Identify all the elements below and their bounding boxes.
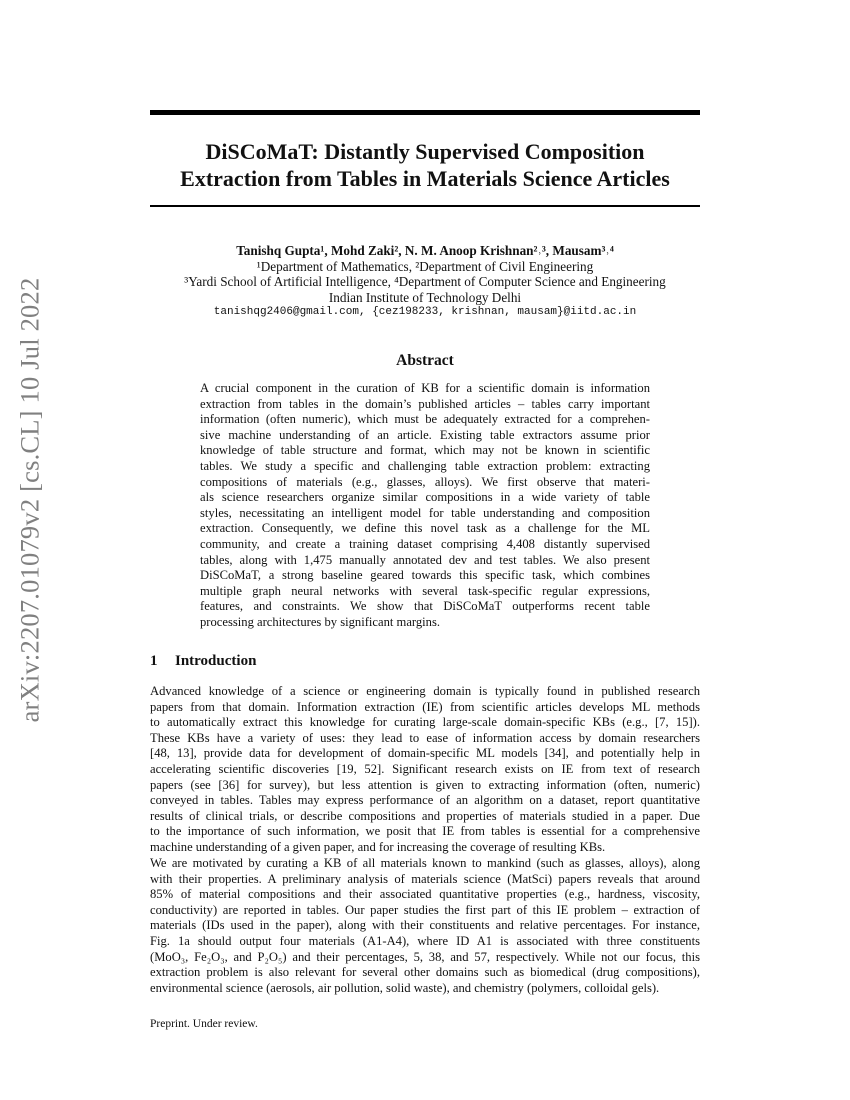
text-line: conductivity) are reported in tables. Our paper studies the first part of this IE problem – extraction of <box>150 902 700 917</box>
text-line: papers from that domain. Information extraction (IE) from scientific articles develops ML methods <box>150 699 700 714</box>
author-emails: tanishqg2406@gmail.com, {cez198233, krishnan, mausam}@iitd.ac.in <box>213 306 637 319</box>
text-line: accelerating scientific discoveries [19, 52]. Significant research exists on IE from text of research <box>150 761 700 776</box>
footer-note: Preprint. Under review. <box>150 1018 258 1030</box>
title-rule-top <box>150 110 700 115</box>
abstract-heading: Abstract <box>396 352 454 369</box>
text-line: sive machine understanding of an article. Existing table extractors assume prior <box>200 427 650 442</box>
text-line: tables, along with 1,475 manually annotated dev and test tables. We also present <box>200 552 650 567</box>
text-line: to automatically extract this knowledge for curating large-scale domain-specific KBs (e.g., [7, 15]). <box>150 715 700 730</box>
text-line: DiSCoMaT, a strong baseline geared towards this specific task, which combines <box>200 568 650 583</box>
text-line: 85% of material compositions and their associated quantitative properties (e.g., hardness, viscosity, <box>150 887 700 902</box>
text-line: tables. We study a specific and challenging table extraction problem: extracting <box>200 458 650 473</box>
text-line: knowledge of table structure and format, which may not be known in scientific <box>200 443 650 458</box>
introduction-paragraph-1 <box>150 684 700 856</box>
text-line: materials (IDs used in the paper), along with their constituents and relative percentages. For instance, <box>150 918 700 933</box>
text-line: with their properties. A preliminary analysis of materials science (MatSci) papers reveals that around <box>150 871 700 886</box>
text-line: We are motivated by curating a KB of all materials known to mankind (such as glasses, alloys), along <box>150 856 700 870</box>
introduction-paragraph-2 <box>150 856 700 996</box>
affiliation-line-1: ¹Department of Mathematics, ²Department of Civil Engineering <box>256 258 594 274</box>
affiliation-line-3: Indian Institute of Technology Delhi <box>328 289 522 305</box>
text-line: papers (see [36] for survey), but less attention is given to extracting information (often, numeric) <box>150 777 700 792</box>
author-block <box>150 243 700 321</box>
text-line: extraction. Consequently, we define this novel task as a challenge for the ML <box>200 521 650 536</box>
author-names: Tanishq Gupta¹, Mohd Zaki², N. M. Anoop Krishnan²˒³, Mausam³˒⁴ <box>236 243 614 258</box>
text-line: A crucial component in the curation of KB for a scientific domain is information <box>200 381 650 395</box>
text-line: features, and constraints. We show that DiSCoMaT outperforms recent table <box>200 599 650 614</box>
text-line: als science researchers organize similar compositions in a wide variety of table <box>200 490 650 505</box>
arxiv-sidebar <box>10 277 50 723</box>
text-line: machine understanding of a given paper, and for increasing the coverage of resulting KBs. <box>150 839 606 854</box>
section-title: Introduction <box>175 653 257 669</box>
text-line: styles, necessitating an intelligent model for table understanding and composition <box>200 505 650 520</box>
paper-title <box>150 138 700 192</box>
affiliation-line-2: ³Yardi School of Artificial Intelligence, ⁴Department of Computer Science and Engineering <box>184 274 666 290</box>
section-number: 1 <box>150 653 158 669</box>
text-line: to the importance of such information, we posit that IE from tables is essential for a comprehensive <box>150 824 700 839</box>
text-line: environmental science (aerosols, air pollution, solid waste), and chemistry (polymers, colloidal gels). <box>150 980 660 995</box>
title-rule-bottom <box>150 205 700 207</box>
text-line: processing architectures by significant margins. <box>200 614 441 629</box>
title-line-2: Extraction from Tables in Materials Science Articles <box>180 166 670 191</box>
text-line: conveyed in tables. Tables may express performance of an algorithm on a dataset, report quantitative <box>150 793 700 808</box>
title-line-1: DiSCoMaT: Distantly Supervised Composition <box>205 139 645 164</box>
text-line: Advanced knowledge of a science or engineering domain is typically found in published research <box>150 684 700 698</box>
text-line: multiple graph neural networks with several task-specific regular expressions, <box>200 583 650 598</box>
text-line: These KBs have a variety of uses: they lead to ease of information access by domain researchers <box>150 730 700 745</box>
text-line: extraction from tables in the domain’s published articles – tables carry important <box>200 396 650 411</box>
abstract-body <box>200 381 650 631</box>
text-line: information (often numeric), which must be adequately extracted for a comprehen- <box>200 412 650 427</box>
text-line: (MoO₃, Fe₂O₃, and P₂O₅) and their percentages, 5, 38, and 57, respectively. While not our focus, this <box>150 949 700 964</box>
text-line: compositions of materials (e.g., glasses, alloys). We first observe that materi- <box>200 474 650 489</box>
section-heading-introduction <box>150 653 256 670</box>
text-line: extraction problem is also relevant for several other domains such as biomedical (drug compositions), <box>150 965 700 980</box>
text-line: results of clinical trials, or describe compositions and properties of materials studied in a paper. Due <box>150 808 700 823</box>
text-line: Fig. 1a should output four materials (A1-A4), where ID A1 is associated with three constituents <box>150 933 700 948</box>
arxiv-identifier: arXiv:2207.01079v2 [cs.CL] 10 Jul 2022 <box>14 277 45 723</box>
text-line: community, and create a training dataset comprising 4,408 distantly supervised <box>200 536 650 551</box>
text-line: [48, 13], provide data for development of domain-specific ML models [34], and potentially help in <box>150 746 700 761</box>
